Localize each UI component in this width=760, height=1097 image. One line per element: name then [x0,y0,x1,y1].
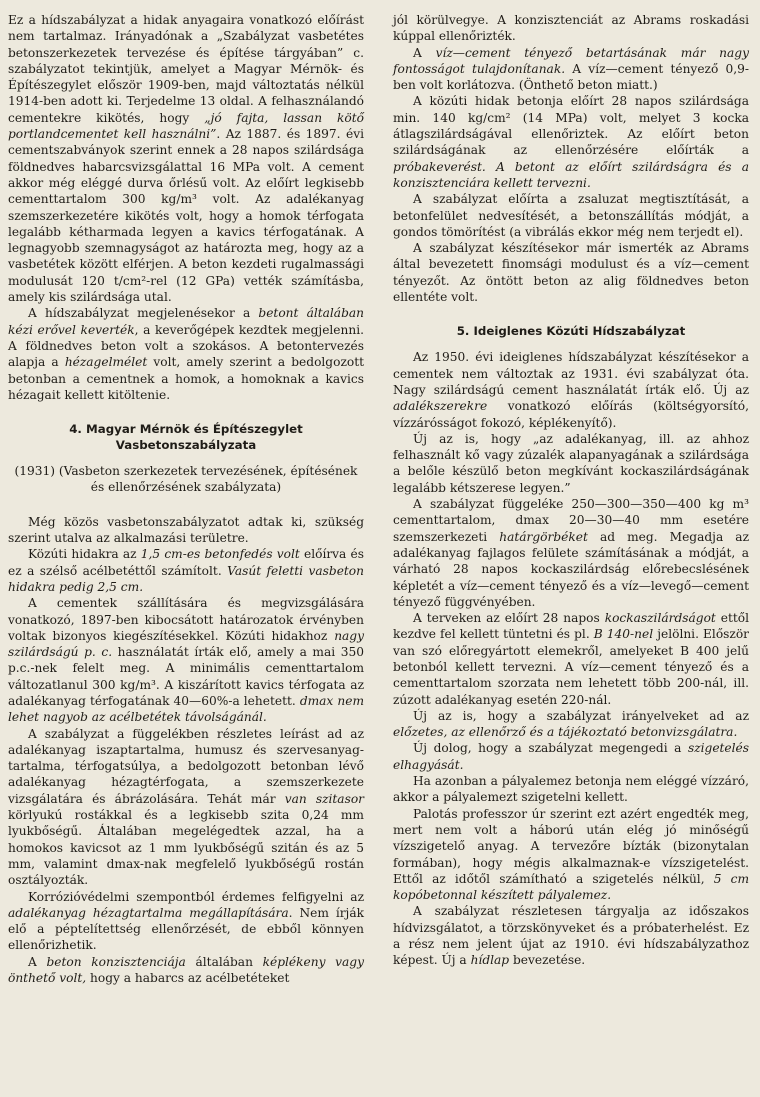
text-run: volt, amely szerint a bedolgozott betonban a cementnek a homok, a homoknak a kavics hézagait kellett kitöltenie. [8,355,364,402]
paragraph: jól körülvegye. A konzisztenciát az Abrams roskadási kúppal ellenőrizték. [393,13,749,44]
emphasis-run: „jó fajta, lassan kötő portlandcementet kell használni” [8,110,364,142]
emphasis-run: adalékszerekre [393,399,488,414]
paragraph [393,740,749,773]
emphasis-run: határgörbéket [499,529,588,544]
text-run: A [28,954,47,969]
emphasis-run: dmax nem lehet nagyob az acélbetétek távolságánál. [8,693,364,725]
text-run: ad meg. Megadja az adalékanyag fajlagos felülete számításának a módját, a várható 28 napos kockaszilárdság előrebecslésének képletét a víz—cement tényező és a víz—levegő—cement tényező függvényében. [393,529,749,609]
paragraph: A szabályzat előírta a zsaluzat megtisztítását, a betonfelület nedvesítését, a betonszállítás módját, a gondos tömörítést (a vibrálás ekkor még nem terjedt el). [393,192,749,239]
emphasis-run: B 140-nel [593,627,654,642]
text-run: használatát írták elő, amely a mai 350 p.c.-nek felelt meg. A minimális cementtartalom változatlanul 300 kg/m³. A kiszárított kavics térfogata az adalékanyag térfogatának 40—60%-a lehetett. [8,645,364,708]
emphasis-run: Vasút feletti vasbeton hidakra pedig 2,5 cm. [8,563,364,594]
emphasis-run: 5 cm kopóbetonnal készített pályalemez. [393,871,749,903]
text-run: vonatkozó előírás (költségyorsító, vízzárósságot fokozó, képlékenyítő). [393,399,749,430]
emphasis-run: próbakeverést. A betont az előírt szilárdságra és a konzisztenciára kellett tervezni. [393,159,749,190]
paragraph [393,45,749,94]
paragraph [8,726,364,889]
paragraph [8,546,364,595]
text-run: Új az is, hogy a szabályzat irányelveket ad az [413,708,749,723]
text-run: ettől kezdve fel kellett tüntetni és pl. [393,611,749,642]
text-run: A terveken az előírt 28 napos [413,611,605,626]
text-run: A hídszabályzat megjelenésekor a [28,306,259,321]
text-run: A szabályzat a függelékben részletes leírást ad az adalékanyag iszaptartalma, humusz és szervesanyag-tartalma, térfogatsúlya, a bedolgozott betonban lévő adalékanyag hézagtérfogata, a szemszerkezete vizsgálatára és ábrázolására. Tehát már [8,726,364,806]
paragraph [8,889,364,954]
emphasis-run: hídlap [470,953,510,968]
emphasis-run: betont általában kézi erővel keverték [8,306,364,337]
section-heading-4: 4. Magyar Mérnök és Építészegylet Vasbetonszabályzata [69,422,303,453]
paragraph [393,806,749,904]
paragraph [8,954,364,987]
text-run: Közúti hidakra az [28,547,141,562]
text-run: A közúti hidak betonja előírt 28 napos szilárdsága min. 140 kg/cm² (14 MPa) volt, melyet 3 kocka átlagszilárdságával ellenőriztek. Az előírt beton szilárdságának az ellenőrzésére előírták a [393,94,749,158]
text-run: előírva és ez a szélső acélbetéttől számítolt. [8,547,364,578]
text-run: Ez a hídszabályzat a hidak anyagaira vonatkozó előírást nem tartalmaz. Irányadónak a „Szabályzat vasbetétes betonszerkezetek tervezése és építése tárgyában” c. szabályzatot tekintjük, amelyet a Magyar Mérnök- és Építészegylet először 1909-ben, majd változtatás nélkül 1914-ben adott ki. Terjedelme 13 oldal. A felhasználandó cementekre kikötés, hogy [8,13,364,125]
text-run: . Nem írják elő a péptelítettség ellenőrzését, de ebből könnyen ellenőrizhetik. [8,905,364,953]
section-heading-5: 5. Ideiglenes Közúti Hídszabályzat [456,324,686,339]
text-run: A [413,45,436,60]
emphasis-run: beton konzisztenciája [46,954,186,969]
paragraph [393,496,749,610]
right-column [393,12,749,969]
left-column [8,12,364,986]
paragraph [8,12,364,305]
paragraph: Új az is, hogy „az adalékanyag, ill. az ahhoz felhasznált kő vagy zúzalék alapanyagának a szilárdsága a belőle készülő beton megkívánt kockaszilárdságának legalább kétszerese legyen.” [393,431,749,495]
text-run: Palotás professzor úr szerint ezt azért engedték meg, mert nem volt a háború után elég jó minőségű vízszigetelő anyag. A tervezőre bízták (bizonytalan formában), hogy mégis alkalmaznak-e vízszigetelést. Ettől az időtől számítható a szigetelés nélkül, [393,806,749,886]
paragraph [8,305,364,403]
text-run: hogy a habarcs az acélbetéteket [86,971,290,986]
text-run: bevezetése. [509,953,586,968]
emphasis-run: hézagelmélet [64,355,148,370]
emphasis-run: van szitasor [284,791,364,806]
text-run: A szabályzat függeléke 250—300—350—400 kg m³ cementtartalom, dmax 20—30—40 mm esetére szemszerkezeti [393,497,749,544]
paragraph: Még közös vasbetonszabályzatot adtak ki, szükség szerint utalva az alkalmazási területre. [8,514,364,546]
emphasis-run: adalékanyag hézagtartalma megállapítására [8,905,289,920]
paragraph [393,93,749,191]
emphasis-run: nagy szilárdságú p. c. [8,628,364,660]
section-subtitle: (1931) (Vasbeton szerkezetek tervezésének, építésének és ellenőrzésének szabályzata) [14,464,358,495]
text-run: Az 1950. évi ideiglenes hídszabályzat készítésekor a cementek nem változtak az 1931. évi szabályzat óta. Nagy szilárdságú cement használatát írták elő. Új az [393,350,749,397]
text-run: . Az 1887. és 1897. évi cementszabványok szerint ennek a 28 napos szilárdsága földnedves habarcsvizsgálattal 16 MPa volt. A cement akkor még eléggé durva őrlésű volt. Az előírt legkisebb cementtartalom 300 kg/m³ volt. Az adalékanyag szemszerkezetére kikötés volt, hogy a homok térfogata legalább kétharmada legyen a kavics térfogatának. A legnagyobb szemnagyságot az határozta meg, hogy az a vasbetétek között elférjen. A beton kezdeti rugalmassági modulusát 120 t/cm²-rel (12 GPa) vették számításba, amely kis szilárdsága utal. [8,127,365,305]
paragraph [393,349,749,430]
text-run: , a keverőgépek kezdtek megjelenni. A földnedves beton volt a szokásos. A betontervezés alapja a [8,322,364,370]
emphasis-run: képlékeny vagy önthető volt, [8,954,364,986]
paragraph [8,595,364,725]
text-run: A cementek szállítására és megvizsgálására vonatkozó, 1897-ben kibocsátott határozatok érvényben voltak bizonyos kiegészítésekkel. Közúti hidakhoz [8,596,364,643]
text-run: körlyukú rostákkal és a legkisebb szita 0,24 mm lyukbőségű. Általában megelégedtek azzal, ha a homokos kavicsot az 1 mm lyukbőségű szitán és az 5 mm, valamint dmax-nak megfelelő lyukbőségű rostán osztályozták. [8,808,364,888]
emphasis-run: szigetelés elhagyását. [393,741,749,772]
emphasis-run: 1,5 cm-es betonfedés volt [140,547,300,562]
emphasis-run: víz—cement tényező betartásának már nagy fontosságot tulajdonítanak. [393,45,749,76]
emphasis-run: előzetes, az ellenőrző és a tájékoztató betonvizsgálatra. [393,725,738,740]
text-run: általában [185,954,263,969]
paragraph: A szabályzat készítésekor már ismerték az Abrams által bevezetett finomsági modulust és a víz—cement tényezőt. Az öntött beton az alig földnedves beton ellentéte volt. [393,241,749,305]
paragraph [393,708,749,741]
text-run: jelölni. Először van szó előregyártott elemekről, amelyeket B 400 jelű betonból kellett tervezni. A víz—cement tényező és a cementtartalom szorzata nem lehetett több 200-nál, ill. zúzott adalékanyag esetén 220-nál. [393,627,750,707]
emphasis-run: kockaszilárdságot [604,611,716,626]
paragraph: Ha azonban a pályalemez betonja nem eléggé vízzáró, akkor a pályalemezt szigetelni kellett. [393,774,749,805]
paragraph [393,610,749,708]
text-run: Korrózióvédelmi szempontból érdemes felfigyelni az [28,889,364,904]
paragraph [393,903,749,968]
text-run: A szabályzat részletesen tárgyalja az időszakos hídvizsgálatot, a törzskönyveket és a próbaterhelést. Ez a rész nem jelent újat az 1910. évi hídszabályzathoz képest. Új a [393,904,749,968]
text-run: Új dolog, hogy a szabályzat megengedi a [413,741,688,756]
text-run: A víz—cement tényező 0,9-ben volt korlátozva. (Önthető beton miatt.) [393,61,750,93]
